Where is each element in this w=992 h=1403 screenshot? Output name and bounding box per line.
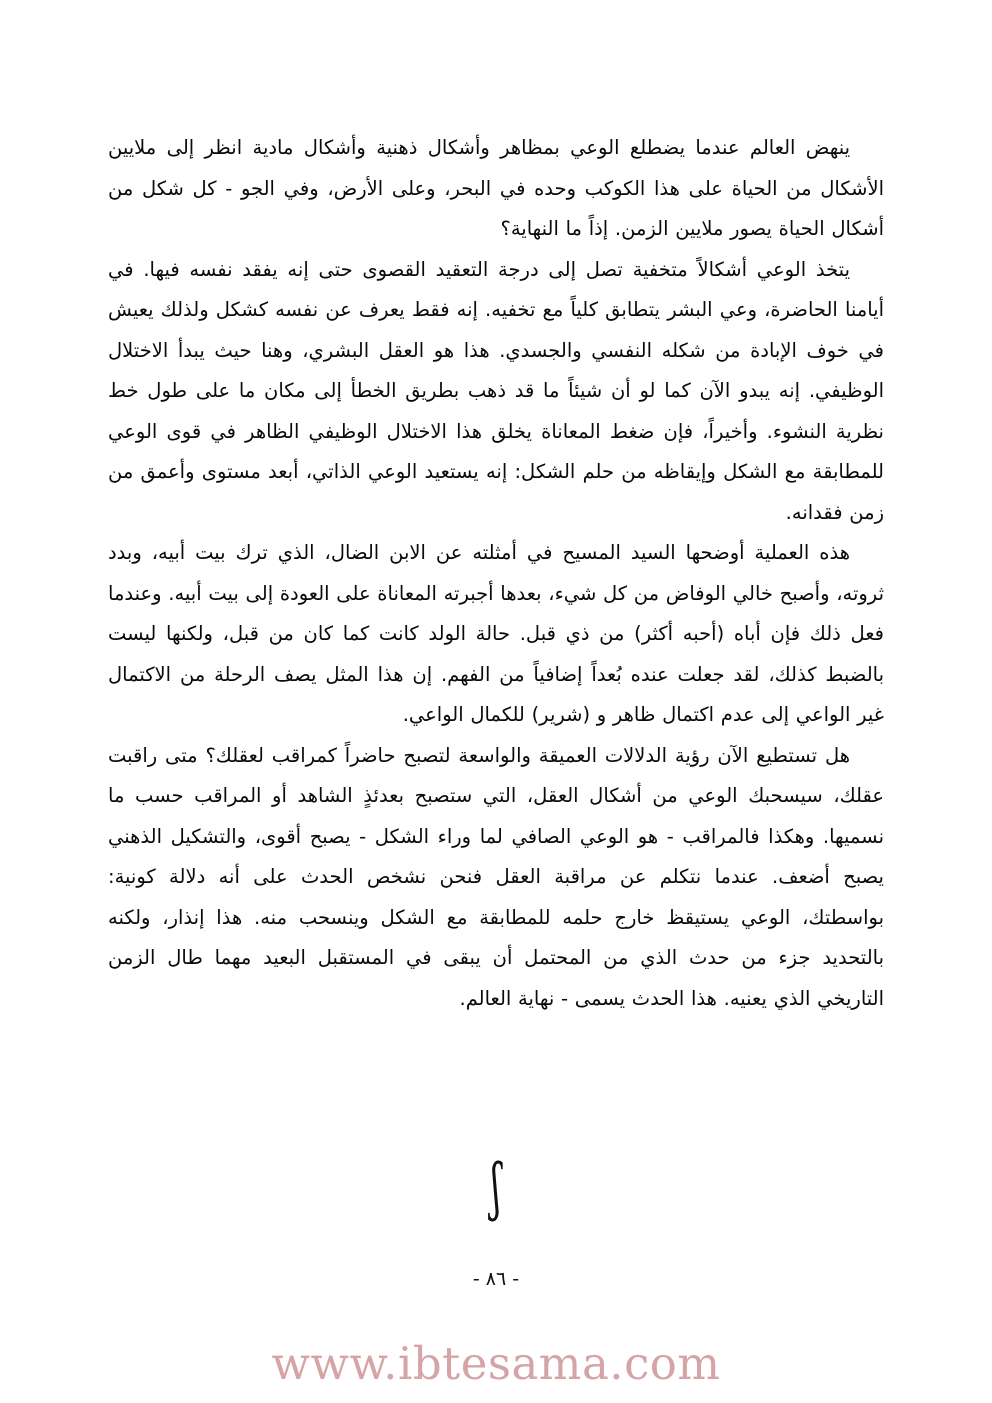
page-text-block (108, 128, 884, 1019)
watermark-url: www.ibtesama.com (271, 1337, 721, 1390)
paragraph-2: يتخذ الوعي أشكالاً متخفية تصل إلى درجة التعقيد القصوى حتى إنه يفقد نفسه فيها. في أيامنا الحاضرة، وعي البشر يتطابق كلياً مع تخفيه. إنه فقط يعرف عن نفسه كشكل ولذلك يعيش في خوف الإبادة من شكله النفسي والجسدي. هذا هو العقل البشري، وهنا حيث يبدأ الاختلال الوظيفي. إنه يبدو الآن كما لو أن شيئاً ما قد ذهب بطريق الخطأ إلى مكان ما على طول خط نظرية النشوء. وأخيراً، فإن ضغط المعاناة يخلق هذا الاختلال الوظيفي الظاهر في قوى الوعي للمطابقة مع الشكل وإيقاظه من حلم الشكل: إنه يستعيد الوعي الذاتي، أبعد مستوى وأعمق من زمن فقدانه. (108, 257, 884, 524)
paragraph-1: ينهض العالم عندما يضطلع الوعي بمظاهر وأشكال ذهنية وأشكال مادية انظر إلى ملايين الأشكال من الحياة على هذا الكوكب وحده في البحر، وعلى الأرض، وفي الجو - كل شكل من أشكال الحياة يصور ملايين الزمن. إذاً ما النهاية؟ (108, 136, 884, 240)
paragraph-3: هذه العملية أوضحها السيد المسيح في أمثلته عن الابن الضال، الذي ترك بيت أبيه، وبدد ثروته، وأصبح خالي الوفاض من كل شيء، بعدها أجبرته المعاناة على العودة إلى بيت أبيه. وعندما فعل ذلك فإن أباه (أحبه أكثر) من ذي قبل. حالة الولد كانت كما كان من قبل، ولكنها ليست بالضبط كذلك، لقد جعلت عنده بُعداً إضافياً من الفهم. إن هذا المثل يصف الرحلة من الاكتمال غير الواعي إلى عدم اكتمال ظاهر و (شرير) للكمال الواعي. (108, 541, 884, 726)
decorative-flourish-icon: ʃ (491, 1150, 501, 1223)
paragraph-4: هل تستطيع الآن رؤية الدلالات العميقة والواسعة لتصبح حاضراً كمراقب لعقلك؟ متى راقبت عقلك، سيسحبك الوعي من أشكال العقل، التي ستصبح بعدئذٍ الشاهد أو المراقب حسب ما نسميها. وهكذا فالمراقب - هو الوعي الصافي لما وراء الشكل - يصبح أقوى، والتشكيل الذهني يصبح أضعف. عندما نتكلم عن مراقبة العقل فنحن نشخص الحدث على أنه دلالة كونية: بواسطتك، الوعي يستيقظ خارج حلمه للمطابقة مع الشكل وينسحب منه. هذا إنذار، ولكنه بالتحديد جزء من حدث الذي من المحتمل أن يبقى في المستقبل البعيد مهما طال الزمن التاريخي الذي يعنيه. هذا الحدث يسمى - نهاية العالم. (108, 743, 884, 1010)
page-number: - ٨٦ - (472, 1268, 520, 1290)
